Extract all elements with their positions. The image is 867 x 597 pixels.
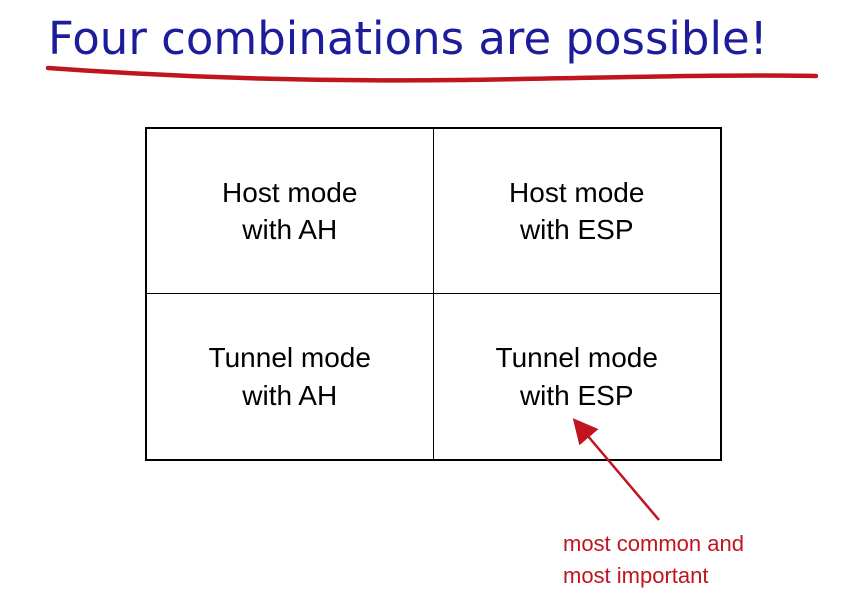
annotation-text (563, 528, 744, 592)
cell-host-ah (147, 129, 434, 294)
cell-host-esp-line2: with ESP (519, 214, 634, 245)
cell-tunnel-esp-line1: Tunnel mode (495, 342, 658, 374)
annotation-arrow (560, 410, 670, 530)
cell-host-esp-line1: Host mode (509, 176, 645, 208)
cell-host-esp (434, 129, 721, 294)
title-underline (40, 60, 820, 90)
annotation-line1: most common and (563, 531, 744, 556)
cell-tunnel-ah-line1: Tunnel mode (208, 342, 371, 374)
cell-host-ah-line2: with AH (242, 214, 338, 245)
cell-tunnel-ah-line2: with AH (242, 379, 338, 411)
cell-host-ah-line1: Host mode (222, 176, 358, 208)
cell-tunnel-ah (147, 294, 434, 459)
cell-tunnel-esp-line2: with ESP (519, 379, 634, 411)
slide-title: Four combinations are possible! (48, 12, 768, 65)
annotation-line2: most important (563, 563, 709, 588)
